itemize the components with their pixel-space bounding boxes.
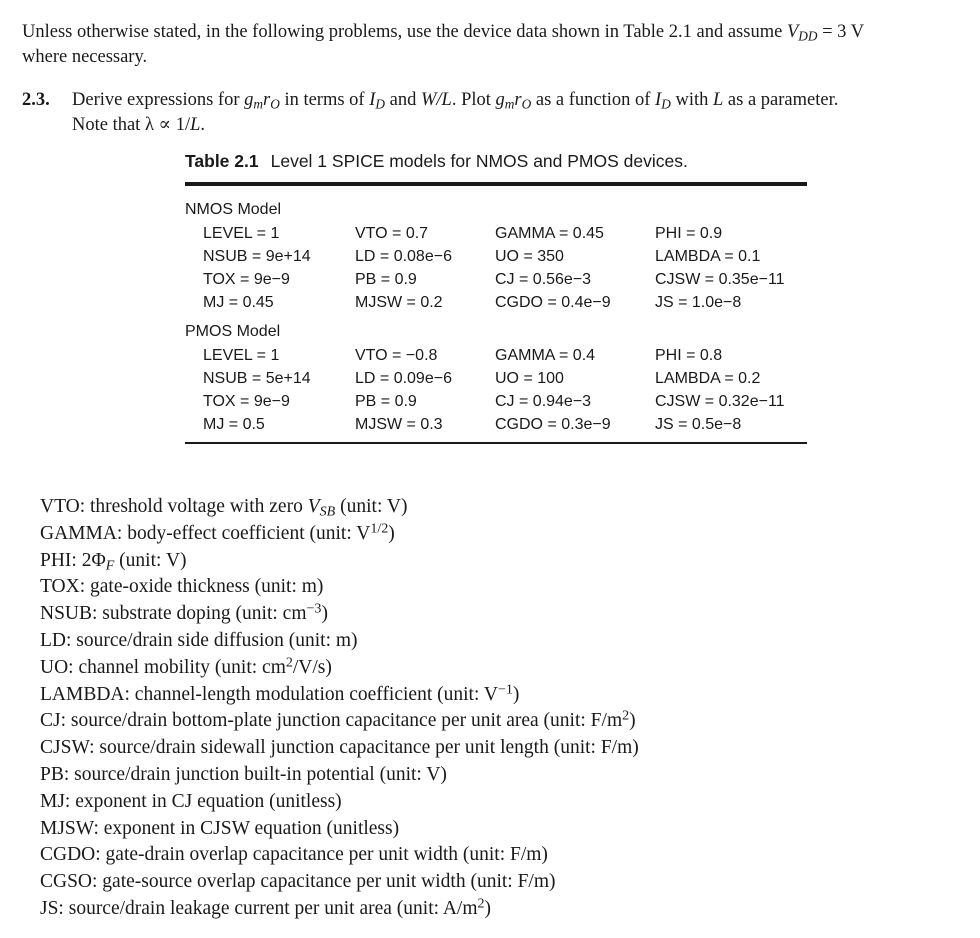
ro-subscript: O: [521, 96, 532, 112]
table-top-rule: [185, 182, 807, 186]
table-cell: LEVEL = 1: [203, 225, 280, 242]
id-symbol: I: [655, 90, 662, 110]
problem-body: [72, 88, 952, 138]
table-cell: CGDO = 0.3e−9: [495, 416, 611, 433]
table-row: [203, 367, 807, 390]
table-cell: TOX = 9e−9: [203, 271, 290, 288]
legend-item-vto: [40, 494, 960, 521]
table-cell: PHI = 0.9: [655, 225, 723, 242]
gm-subscript: m: [253, 96, 263, 112]
legend-item-cjsw: CJSW: source/drain sidewall junction capacitance per unit length (unit: F/m): [40, 737, 639, 759]
table-cell: UO = 100: [495, 370, 564, 387]
legend-superscript: −3: [306, 600, 322, 617]
problem-text: . Plot: [451, 90, 496, 110]
legend-item-cgso: CGSO: gate-source overlap capacitance per unit width (unit: F/m): [40, 871, 556, 893]
pmos-parameters: [203, 344, 807, 436]
vdd-symbol: V: [786, 22, 799, 42]
table-cell: JS = 0.5e−8: [655, 416, 742, 433]
table-cell: PB = 0.9: [355, 393, 417, 410]
table-row: [203, 268, 807, 291]
table-cell: MJ = 0.5: [203, 416, 265, 433]
table-cell: MJ = 0.45: [203, 294, 274, 311]
problem-text: and: [385, 90, 421, 110]
problem-text: in terms of: [279, 90, 370, 110]
legend-item-tox: TOX: gate-oxide thickness (unit: m): [40, 576, 324, 598]
problem-note: Note that λ ∝ 1/: [72, 115, 191, 135]
legend-superscript: 1/2: [370, 520, 389, 537]
table-cell: LD = 0.08e−6: [355, 248, 452, 265]
table-caption-label: Table 2.1: [185, 151, 259, 171]
ro-symbol: r: [514, 90, 522, 110]
phi-subscript: F: [105, 557, 115, 574]
legend-text: (unit: V): [335, 496, 408, 517]
legend-item-cgdo: CGDO: gate-drain overlap capacitance per unit width (unit: F/m): [40, 844, 548, 866]
legend-item-js: [40, 896, 960, 923]
problem-note-end: .: [200, 115, 206, 135]
legend-item-nsub: [40, 601, 960, 628]
legend-item-phi: [40, 548, 960, 575]
ro-symbol: r: [262, 90, 271, 110]
table-cell: NSUB = 9e+14: [203, 248, 311, 265]
table-caption: [185, 146, 807, 182]
legend-text: PHI: 2Φ: [40, 549, 106, 571]
problem-text: Derive expressions for: [72, 90, 245, 110]
table-cell: TOX = 9e−9: [203, 393, 290, 410]
table-cell: CJ = 0.94e−3: [495, 393, 592, 410]
table-caption-text: Level 1 SPICE models for NMOS and PMOS devices.: [270, 151, 688, 171]
legend-text: ): [484, 897, 492, 919]
problem-text: as a function of: [531, 90, 656, 110]
legend-item-ld: LD: source/drain side diffusion (unit: m): [40, 629, 358, 651]
legend-superscript: 2: [622, 708, 630, 725]
pmos-model-title: PMOS Model: [185, 323, 281, 340]
nmos-parameters: [203, 222, 807, 314]
legend-text: ): [321, 603, 328, 625]
vsb-symbol: V: [307, 496, 320, 517]
legend-text: JS: source/drain leakage current per unit area (unit: A/m: [40, 897, 478, 919]
legend-item-mjsw: MJSW: exponent in CJSW equation (unitless): [40, 817, 400, 839]
legend-superscript: −1: [497, 681, 513, 698]
table-cell: LAMBDA = 0.2: [655, 370, 761, 387]
legend-text: VTO: threshold voltage with zero: [40, 496, 308, 517]
legend-text: (unit: V): [114, 549, 187, 571]
vsb-subscript: SB: [319, 503, 336, 520]
table-bottom-rule: [185, 442, 807, 444]
table-cell: PHI = 0.8: [655, 347, 723, 364]
table-row: [203, 291, 807, 314]
id-subscript: D: [375, 96, 386, 112]
table-cell: MJSW = 0.2: [355, 294, 443, 311]
problem-text: as a parameter.: [723, 90, 839, 110]
table-row: [203, 222, 807, 245]
table-cell: VTO = 0.7: [355, 225, 429, 242]
table-cell: LD = 0.09e−6: [355, 370, 452, 387]
l-symbol: L: [712, 90, 724, 110]
legend-text: ): [512, 683, 520, 705]
legend-item-cj: [40, 708, 960, 735]
l-symbol: L: [190, 115, 201, 135]
legend-item-mj: MJ: exponent in CJ equation (unitless): [40, 790, 342, 812]
intro-text-end: where necessary.: [22, 47, 148, 67]
legend-text: GAMMA: body-effect coefficient (unit: V: [40, 522, 371, 544]
gm-subscript: m: [504, 96, 515, 112]
problem-text: with: [670, 90, 713, 110]
legend-text: ): [629, 710, 636, 732]
table-cell: MJSW = 0.3: [355, 416, 443, 433]
id-subscript: D: [661, 96, 671, 112]
gm-symbol: g: [244, 90, 254, 110]
wl-symbol: W/L: [420, 90, 452, 110]
problem-number: 2.3.: [22, 90, 50, 110]
problem-2-3: [22, 88, 952, 138]
table-row: [203, 413, 807, 436]
table-cell: NSUB = 5e+14: [203, 370, 311, 387]
table-row: [203, 245, 807, 268]
intro-text: Unless otherwise stated, in the following problems, use the device data shown in Table 2.1 and assume: [22, 22, 787, 42]
table-cell: LEVEL = 1: [203, 347, 280, 364]
legend-text: NSUB: substrate doping (unit: cm: [40, 603, 307, 625]
table-cell: GAMMA = 0.45: [495, 225, 604, 242]
table-cell: JS = 1.0e−8: [655, 294, 742, 311]
legend-text: ): [388, 522, 395, 544]
legend-text: /V/s): [292, 656, 332, 678]
legend-text: CJ: source/drain bottom-plate junction capacitance per unit area (unit: F/m: [40, 710, 623, 732]
vdd-subscript: DD: [798, 28, 818, 44]
nmos-model-title: NMOS Model: [185, 201, 282, 218]
table-row: [203, 344, 807, 367]
legend-item-lambda: [40, 682, 960, 709]
table-cell: CGDO = 0.4e−9: [495, 294, 611, 311]
intro-paragraph: [22, 20, 952, 70]
spice-model-table: [185, 146, 807, 444]
legend-text: UO: channel mobility (unit: cm: [40, 656, 286, 678]
table-cell: PB = 0.9: [355, 271, 417, 288]
table-cell: GAMMA = 0.4: [495, 347, 596, 364]
table-cell: UO = 350: [495, 248, 564, 265]
legend-text: LAMBDA: channel-length modulation coefficient (unit: V: [40, 683, 498, 705]
table-row: [203, 390, 807, 413]
table-cell: CJSW = 0.32e−11: [655, 393, 785, 410]
ro-subscript: O: [270, 96, 280, 112]
legend-item-uo: [40, 655, 960, 682]
table-cell: CJSW = 0.35e−11: [655, 271, 785, 288]
legend-item-gamma: [40, 521, 960, 548]
table-cell: LAMBDA = 0.1: [655, 248, 761, 265]
id-symbol: I: [369, 90, 376, 110]
gm-symbol: g: [495, 90, 505, 110]
legend-superscript: 2: [285, 654, 293, 671]
table-cell: CJ = 0.56e−3: [495, 271, 592, 288]
table-cell: VTO = −0.8: [355, 347, 438, 364]
legend-item-pb: PB: source/drain junction built-in potential (unit: V): [40, 763, 447, 785]
vdd-value: = 3 V: [817, 22, 865, 42]
parameter-legend: [40, 494, 960, 923]
legend-superscript: 2: [477, 895, 485, 912]
